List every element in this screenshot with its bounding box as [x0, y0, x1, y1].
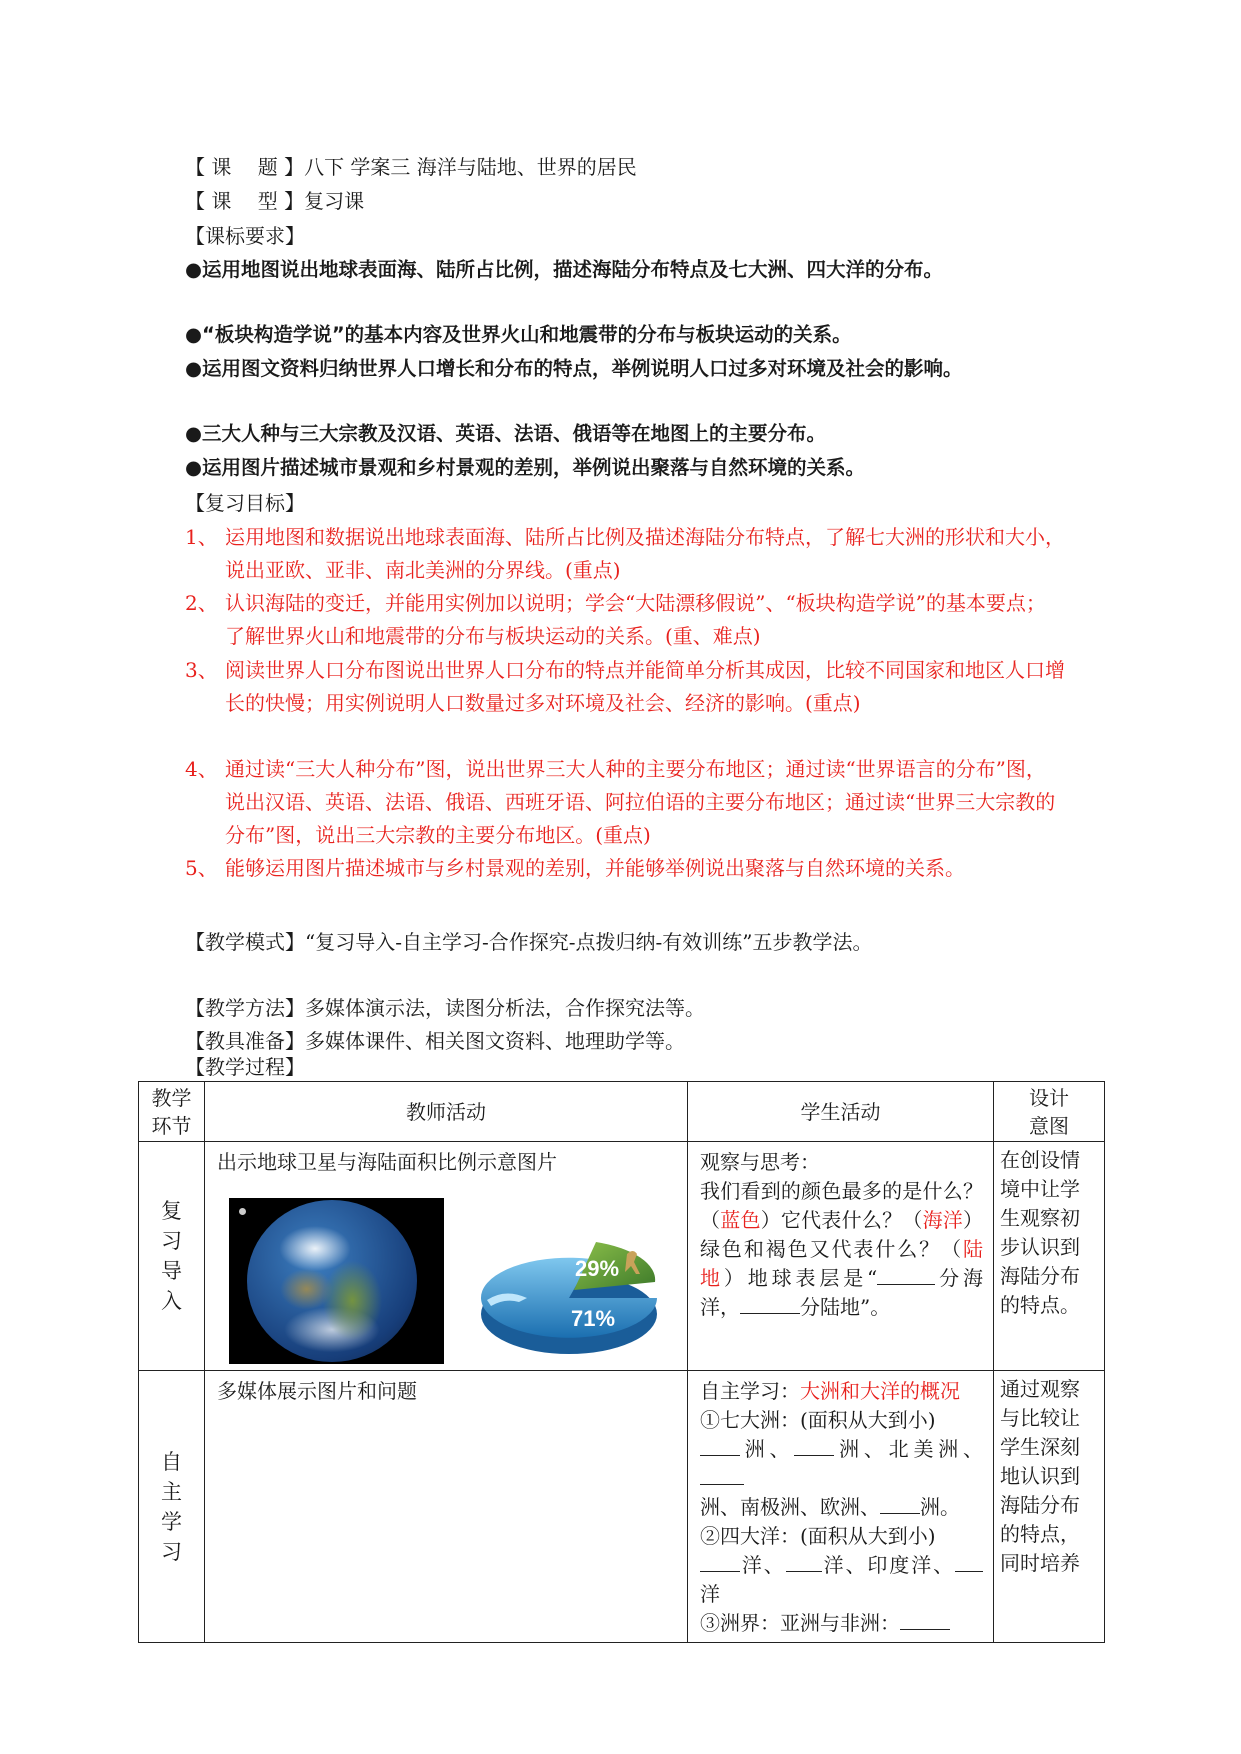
blank-suffix: 洲、南极洲、欧洲、	[700, 1495, 880, 1519]
objective-text: 阅读世界人口分布图说出世界人口分布的特点并能简单分析其成因，比较不同国家和地区人口增长的快慢；用实例说明人口数量过多对环境及社会、经济的影响。(重点)	[225, 658, 1065, 715]
objective-number: 2、	[185, 591, 218, 615]
earth-satellite-image	[229, 1198, 444, 1364]
blank-suffix: 洋	[700, 1582, 720, 1606]
question-text: ）它代表什么？（	[760, 1208, 923, 1232]
standard-item: ●运用地图说出地球表面海、陆所占比例，描述海陆分布特点及七大洲、四大洋的分布。	[185, 258, 944, 281]
objective-number: 3、	[185, 658, 218, 682]
blank-suffix: 洲、	[740, 1437, 795, 1461]
standards-heading: 【课标要求】	[185, 224, 305, 248]
objective-text: 通过读“三大人种分布”图，说出世界三大人种的主要分布地区；通过读“世界语言的分布”图，说出汉语、英语、法语、俄语、西班牙语、阿拉伯语的主要分布地区；通过读“世界三大宗教的分布”图，说出三大宗教的主要分布地区。(重点)	[225, 757, 1056, 847]
stage-char: 主	[161, 1479, 182, 1504]
question-text: 我们看到的颜色最多的是什么？（	[700, 1179, 983, 1232]
stage-cell	[139, 1371, 205, 1643]
objective-number: 5、	[185, 856, 218, 880]
land-ocean-pie-chart	[479, 1238, 659, 1356]
lesson-type-line	[185, 187, 364, 215]
teacher-cell	[205, 1142, 688, 1371]
fill-blank[interactable]	[955, 1551, 983, 1572]
blank-suffix: 洋、	[740, 1553, 786, 1577]
fill-blank[interactable]	[700, 1464, 744, 1485]
question-text: 分陆地”。	[800, 1295, 891, 1319]
objective-text: 运用地图和数据说出地球表面海、陆所占比例及描述海陆分布特点，了解七大洲的形状和大小，说出亚欧、亚非、南北美洲的分界线。(重点)	[225, 525, 1065, 582]
teaching-mode: 【教学模式】“复习导入-自主学习-合作探究-点拨归纳-有效训练”五步教学法。	[185, 930, 873, 954]
stage-char: 学	[161, 1509, 182, 1534]
standard-item: ●“板块构造学说”的基本内容及世界火山和地震带的分布与板块运动的关系。	[185, 323, 852, 346]
answer-land: 陆地	[700, 1237, 983, 1290]
self-study-line	[700, 1377, 983, 1406]
moon-icon	[239, 1208, 246, 1215]
stage-char: 入	[161, 1289, 182, 1313]
teaching-method: 【教学方法】多媒体演示法，读图分析法，合作探究法等。	[185, 996, 705, 1020]
header-stage-line: 教学	[151, 1085, 192, 1110]
fill-blank[interactable]	[700, 1551, 740, 1572]
lesson-title-label: 【 课 题 】	[185, 155, 305, 179]
student-activity	[700, 1177, 983, 1322]
fill-blank[interactable]	[700, 1435, 740, 1456]
answer-blue: 蓝色	[720, 1208, 761, 1232]
objective-item	[185, 521, 1065, 587]
standard-item: ●运用图片描述城市景观和乡村景观的差别，举例说出聚落与自然环境的关系。	[185, 456, 866, 479]
fill-blank[interactable]	[880, 1493, 920, 1514]
header-design-line: 意图	[1029, 1113, 1069, 1138]
fill-blank[interactable]	[900, 1609, 950, 1630]
standard-item: ●三大人种与三大宗教及汉语、英语、法语、俄语等在地图上的主要分布。	[185, 422, 827, 445]
objective-item	[185, 753, 1065, 852]
objective-item	[185, 852, 1065, 885]
boundary-text: ③洲界：亚洲与非洲：	[700, 1611, 900, 1635]
blank-suffix: 洲、北美洲、	[834, 1437, 984, 1461]
header-stage-line: 环节	[151, 1113, 192, 1138]
stage-char: 复	[161, 1199, 182, 1223]
continents-prompt: ①七大洲：(面积从大到小)	[700, 1408, 936, 1432]
header-teacher: 教师活动	[205, 1082, 688, 1142]
objective-item	[185, 587, 1065, 653]
student-heading: 观察与思考：	[700, 1150, 820, 1174]
answer-ocean: 海洋	[922, 1208, 964, 1232]
teacher-activity: 多媒体展示图片和问题	[217, 1379, 417, 1403]
oceans-line	[700, 1551, 983, 1609]
pie-land-label: 29%	[575, 1256, 620, 1281]
question-text: 分海洋，	[700, 1266, 984, 1319]
table-row	[139, 1371, 1105, 1643]
continents-line	[700, 1493, 983, 1522]
boundary-line	[700, 1609, 983, 1638]
stage-char: 导	[161, 1259, 182, 1283]
self-study-label: 自主学习：	[700, 1379, 800, 1403]
oceans-prompt: ②四大洋：(面积从大到小)	[700, 1524, 936, 1548]
header-stage	[139, 1082, 205, 1142]
lesson-type-value: 复习课	[304, 189, 365, 213]
design-cell: 通过观察与比较让学生深刻地认识到海陆分布的特点，同时培养	[994, 1371, 1105, 1643]
table-row	[139, 1142, 1105, 1371]
question-text: ）绿色和褐色又代表什么？（	[700, 1208, 984, 1261]
stage-char: 自	[161, 1449, 182, 1474]
fill-blank[interactable]	[794, 1435, 834, 1456]
header-design-line: 设计	[1029, 1085, 1069, 1110]
globe-icon	[247, 1200, 417, 1362]
header-student: 学生活动	[688, 1082, 994, 1142]
lesson-type-label: 【 课 型 】	[185, 189, 305, 213]
student-cell	[688, 1371, 994, 1643]
lesson-title-value: 八下 学案三 海洋与陆地、世界的居民	[304, 155, 637, 179]
objective-item	[185, 654, 1065, 720]
pie-ocean-label: 71%	[571, 1306, 616, 1331]
lesson-title-line	[185, 153, 637, 181]
objective-number: 4、	[185, 757, 218, 781]
blank-suffix: 洲。	[920, 1495, 960, 1519]
fill-blank[interactable]	[877, 1264, 935, 1285]
fill-blank[interactable]	[740, 1293, 800, 1314]
design-cell: 在创设情境中让学生观察初步认识到海陆分布的特点。	[994, 1142, 1105, 1371]
objective-text: 能够运用图片描述城市与乡村景观的差别，并能够举例说出聚落与自然环境的关系。	[225, 856, 965, 880]
process-table	[138, 1081, 1105, 1643]
header-design	[994, 1082, 1105, 1142]
blank-suffix: 洋、印度洋、	[821, 1553, 956, 1577]
stage-char: 习	[161, 1539, 182, 1564]
continents-line	[700, 1435, 983, 1493]
standard-item: ●运用图文资料归纳世界人口增长和分布的特点，举例说明人口过多对环境及社会的影响。	[185, 357, 963, 380]
teacher-activity: 出示地球卫星与海陆面积比例示意图片	[217, 1150, 557, 1174]
teaching-tools: 【教具准备】多媒体课件、相关图文资料、地理助学等。	[185, 1029, 685, 1053]
objective-number: 1、	[185, 525, 218, 549]
question-text: ）地球表层是“	[723, 1266, 878, 1290]
teacher-cell	[205, 1371, 688, 1643]
student-cell	[688, 1142, 994, 1371]
objective-text: 认识海陆的变迁，并能用实例加以说明；学会“大陆漂移假说”、“板块构造学说”的基本要点；了解世界火山和地震带的分布与板块运动的关系。(重、难点)	[225, 591, 1046, 648]
process-heading: 【教学过程】	[185, 1055, 305, 1079]
objectives-heading: 【复习目标】	[185, 491, 305, 515]
self-study-topic: 大洲和大洋的概况	[800, 1379, 960, 1403]
stage-char: 习	[161, 1229, 182, 1253]
illustrations	[217, 1186, 677, 1366]
table-header-row	[139, 1082, 1105, 1142]
fill-blank[interactable]	[786, 1551, 822, 1572]
stage-cell	[139, 1142, 205, 1371]
